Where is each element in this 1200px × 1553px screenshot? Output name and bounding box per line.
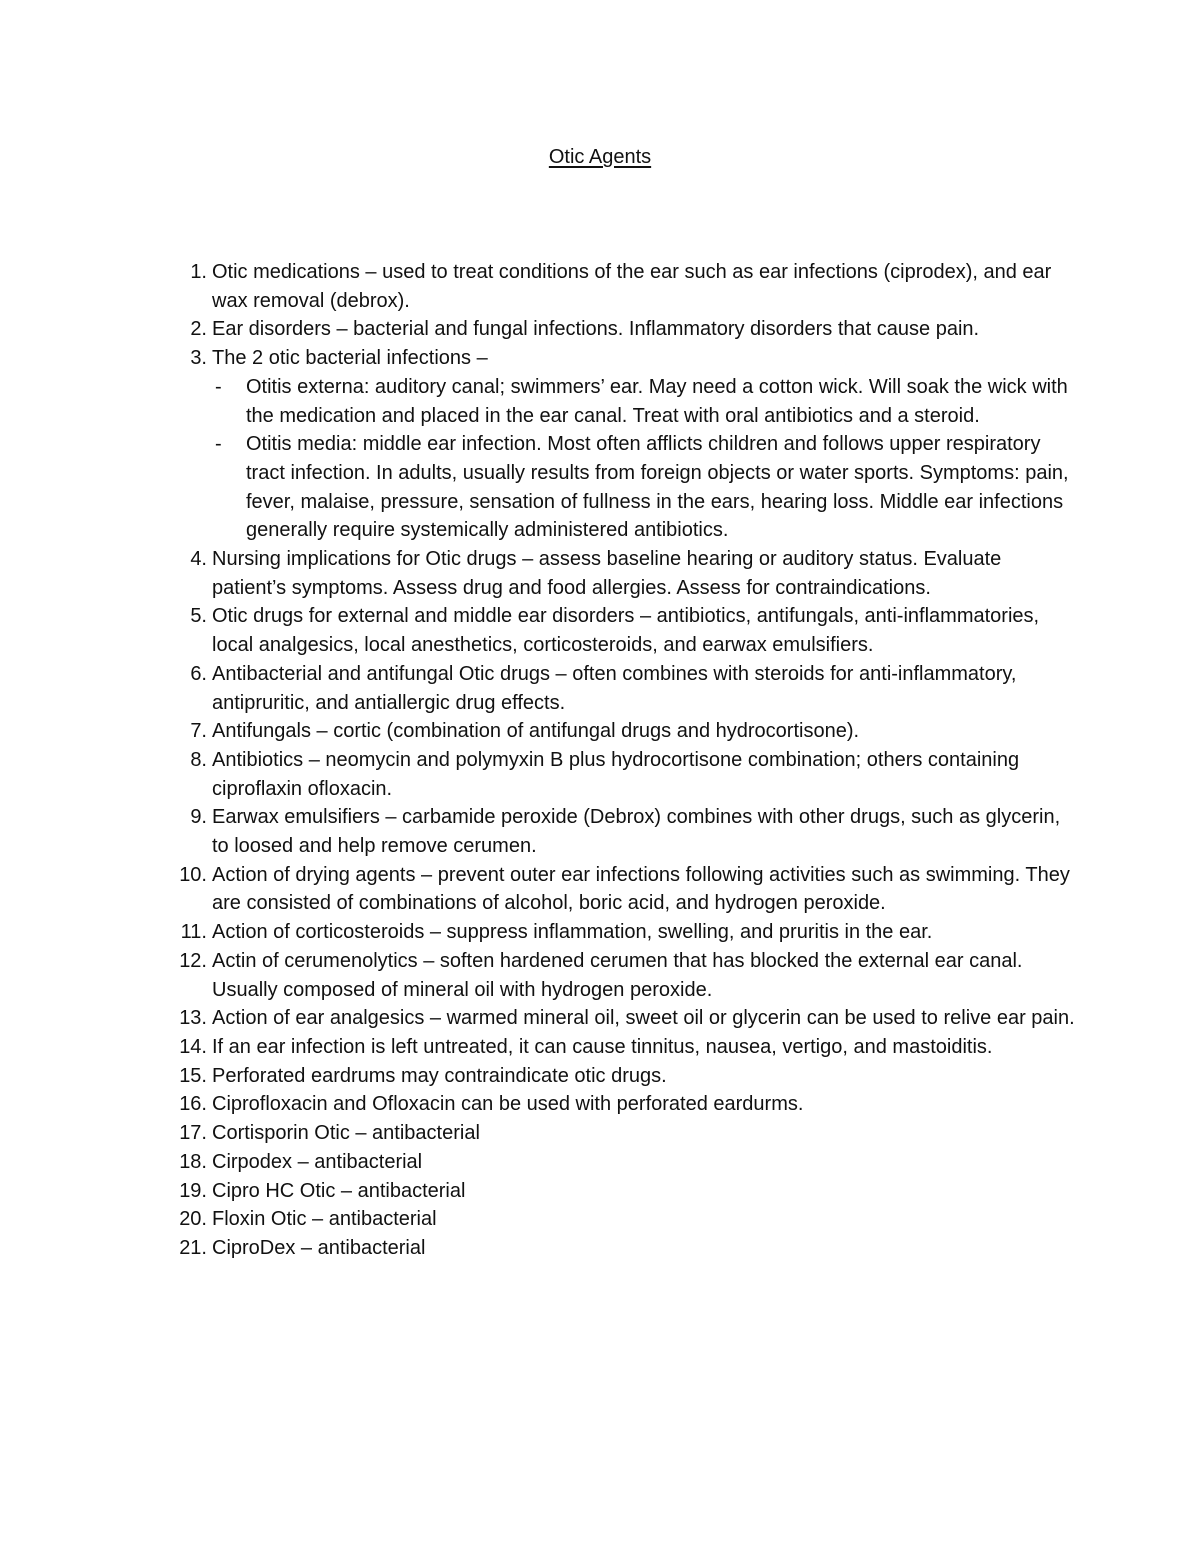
item-number: 16. (179, 1093, 207, 1116)
list-item (160, 947, 1080, 1004)
list-item (160, 746, 1080, 803)
item-text: Perforated eardrums may contraindicate otic drugs. (212, 1064, 667, 1087)
sub-item-text: Otitis externa: auditory canal; swimmers’ ear. May need a cotton wick. Will soak the wick with the medication and placed in the ear canal. Treat with oral antibiotics and a steroid. (246, 375, 1068, 427)
item-number: 19. (179, 1179, 207, 1202)
item-text: Antibacterial and antifungal Otic drugs – often combines with steroids for anti-inflammatory, antipruritic, and antiallergic drug effects. (212, 662, 1017, 714)
item-number: 4. (190, 548, 207, 571)
item-number: 21. (179, 1236, 207, 1259)
item-text: Action of ear analgesics – warmed mineral oil, sweet oil or glycerin can be used to relive ear pain. (212, 1007, 1075, 1030)
item-number: 13. (179, 1007, 207, 1030)
item-number: 11. (180, 921, 207, 944)
sub-list-item (212, 373, 1080, 430)
item-text: Antibiotics – neomycin and polymyxin B plus hydrocortisone combination; others containing ciproflaxin ofloxacin. (212, 748, 1020, 800)
item-text: Otic drugs for external and middle ear disorders – antibiotics, antifungals, anti-inflammatories, local analgesics, local anesthetics, corticosteroids, and earwax emulsifiers. (212, 605, 1040, 657)
item-text: Action of corticosteroids – suppress inflammation, swelling, and pruritis in the ear. (212, 921, 933, 944)
item-text: Antifungals – cortic (combination of antifungal drugs and hydrocortisone). (212, 720, 860, 743)
list-item (160, 1119, 1080, 1148)
list-item (160, 258, 1080, 315)
item-text: CiproDex – antibacterial (212, 1236, 426, 1259)
list-item (160, 1205, 1080, 1234)
item-number: 3. (190, 347, 207, 370)
list-item (160, 660, 1080, 717)
item-text: Cortisporin Otic – antibacterial (212, 1122, 480, 1145)
page-title: Otic Agents (548, 146, 652, 168)
list-item (160, 1062, 1080, 1091)
item-number: 2. (190, 318, 207, 341)
item-number: 12. (179, 949, 207, 972)
item-text: Floxin Otic – antibacterial (212, 1208, 437, 1231)
dash-bullet: - (215, 433, 222, 456)
item-text: Actin of cerumenolytics – soften hardened cerumen that has blocked the external ear canal. Usually composed of mineral oil with hydrogen peroxide. (212, 949, 1023, 1001)
item-number: 14. (179, 1035, 207, 1058)
list-item (160, 1033, 1080, 1062)
list-item (160, 1177, 1080, 1206)
item-text: The 2 otic bacterial infections – (212, 347, 488, 370)
item-text: Ear disorders – bacterial and fungal infections. Inflammatory disorders that cause pain. (212, 318, 980, 341)
item-number: 1. (190, 261, 207, 283)
list-item (160, 545, 1080, 602)
numbered-list (160, 258, 1080, 1263)
sub-list-item (212, 430, 1080, 545)
list-item (160, 861, 1080, 918)
list-item (160, 344, 1080, 545)
sub-list (212, 373, 1080, 545)
item-text: Ciprofloxacin and Ofloxacin can be used with perforated eardurms. (212, 1093, 804, 1116)
list-item (160, 717, 1080, 746)
list-item (160, 803, 1080, 860)
sub-item-text: Otitis media: middle ear infection. Most often afflicts children and follows upper respiratory tract infection. In adults, usually results from foreign objects or water sports. Symptoms: pain, fever, malaise, pressure, sensation of fullness in the ears, hearing loss. Middle ear infections generally require systemically administered antibiotics. (246, 433, 1069, 542)
item-number: 5. (190, 605, 207, 628)
item-number: 17. (179, 1122, 207, 1145)
list-item (160, 1090, 1080, 1119)
item-number: 9. (190, 806, 207, 829)
item-text: Action of drying agents – prevent outer ear infections following activities such as swimming. They are consisted of combinations of alcohol, boric acid, and hydrogen peroxide. (212, 863, 1070, 915)
item-text: Cirpodex – antibacterial (212, 1150, 423, 1173)
item-text: If an ear infection is left untreated, it can cause tinnitus, nausea, vertigo, and mastoiditis. (212, 1035, 993, 1058)
list-item (160, 602, 1080, 659)
item-number: 18. (179, 1150, 207, 1173)
list-item (160, 1234, 1080, 1263)
item-text: Cipro HC Otic – antibacterial (212, 1179, 466, 1202)
item-text: Otic medications – used to treat conditions of the ear such as ear infections (ciprodex), and ear wax removal (debrox). (212, 261, 1052, 312)
list-item (160, 1148, 1080, 1177)
item-number: 10. (179, 863, 207, 886)
item-number: 20. (179, 1208, 207, 1231)
item-number: 7. (190, 720, 207, 743)
item-number: 6. (190, 662, 207, 685)
item-text: Nursing implications for Otic drugs – assess baseline hearing or auditory status. Evaluate patient’s symptoms. Assess drug and food allergies. Assess for contraindications. (212, 548, 1002, 599)
dash-bullet: - (215, 375, 222, 398)
item-number: 15. (179, 1064, 207, 1087)
list-item (160, 918, 1080, 947)
list-item (160, 1004, 1080, 1033)
item-number: 8. (190, 748, 207, 771)
list-item (160, 315, 1080, 344)
item-text: Earwax emulsifiers – carbamide peroxide (Debrox) combines with other drugs, such as glycerin, to loosed and help remove cerumen. (212, 806, 1061, 858)
